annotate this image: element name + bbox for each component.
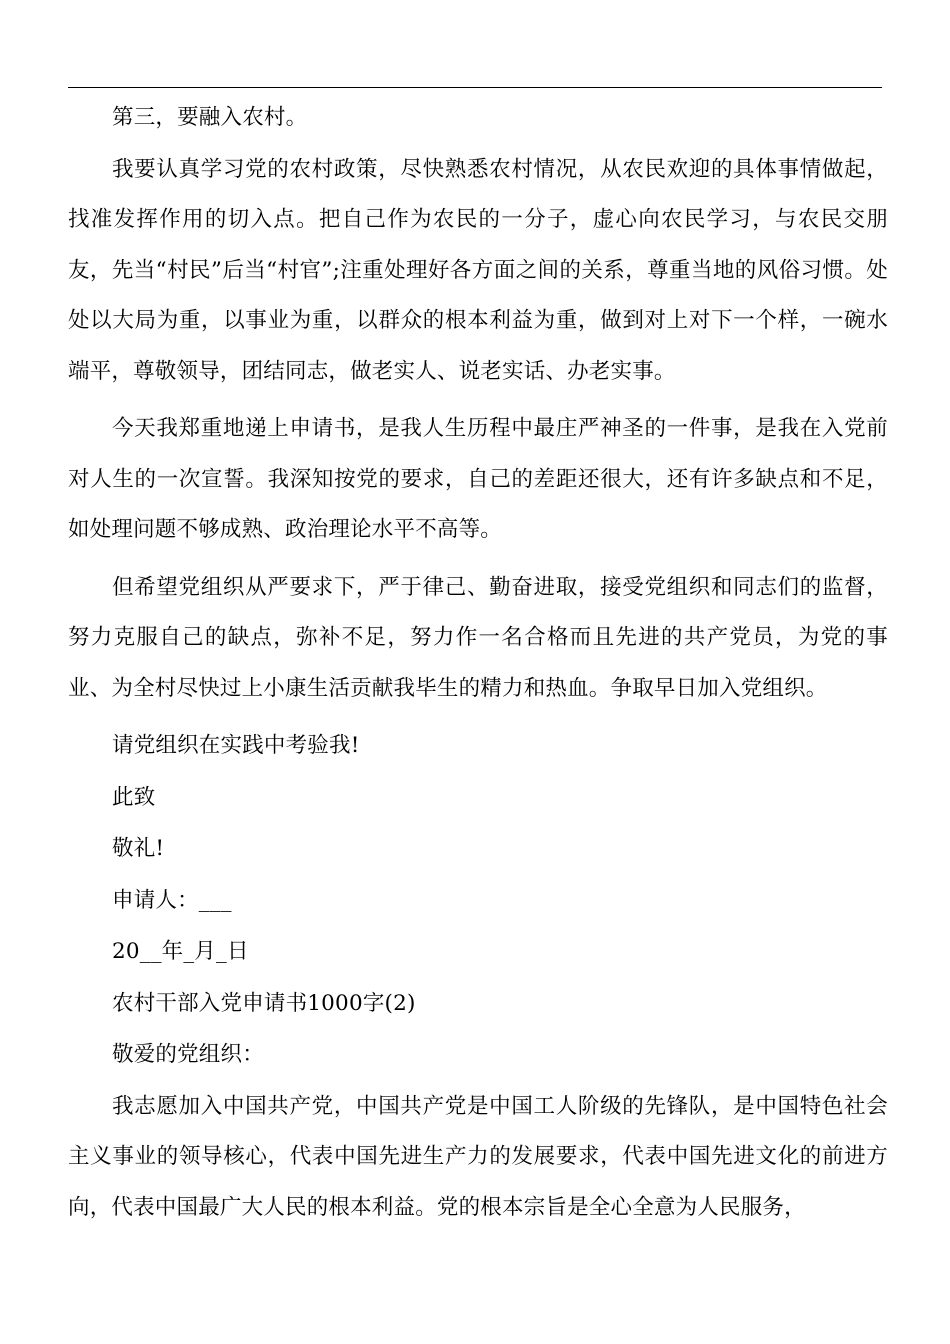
paragraph-submit-application: 今天我郑重地递上申请书，是我人生历程中最庄严神圣的一件事，是我在入党前对人生的一次宣誓。我深知按党的要求，自己的差距还很大，还有许多缺点和不足，如处理问题不够成熟、政治理论水平不高等。: [68, 416, 888, 542]
closing-regards: 敬礼!: [112, 836, 165, 861]
closing-salutation: 此致: [112, 784, 156, 810]
header-rule: [68, 87, 882, 88]
date-line: 20__年_月_日: [112, 939, 249, 964]
paragraph-hope-strict-requirements: 但希望党组织从严要求下，严于律己、勤奋进取，接受党组织和同志们的监督，努力克服自己的缺点，弥补不足，努力作一名合格而且先进的共产党员，为党的事业、为全村尽快过上小康生活贡献我毕生的精力和热血。争取早日加入党组织。: [68, 574, 888, 701]
document-body: [68, 93, 888, 1240]
paragraph-integrate-village: 第三，要融入农村。: [112, 105, 308, 130]
applicant-line: 申请人：___: [112, 887, 232, 913]
paragraph-test-me: 请党组织在实践中考验我!: [112, 733, 360, 758]
paragraph-rural-policy: 我要认真学习党的农村政策，尽快熟悉农村情况，从农民欢迎的具体事情做起，找准发挥作用的切入点。把自己作为农民的一分子，虚心向农民学习，与农民交朋友，先当“村民”后当“村官”;注重处理好各方面之间的关系，尊重当地的风俗习惯。处处以大局为重，以事业为重，以群众的根本利益为重，做到对上对下一个样，一碗水端平，尊敬领导，团结同志，做老实人、说老实话、办老实事。: [68, 156, 888, 384]
paragraph-volunteer-join: 我志愿加入中国共产党，中国共产党是中国工人阶级的先锋队，是中国特色社会主义事业的领导核心，代表中国先进生产力的发展要求，代表中国先进文化的前进方向，代表中国最广大人民的根本利益。党的根本宗旨是全心全意为人民服务，: [68, 1093, 888, 1220]
section-title: 农村干部入党申请书1000字(2): [112, 990, 416, 1016]
greeting-line: 敬爱的党组织：: [112, 1042, 264, 1067]
